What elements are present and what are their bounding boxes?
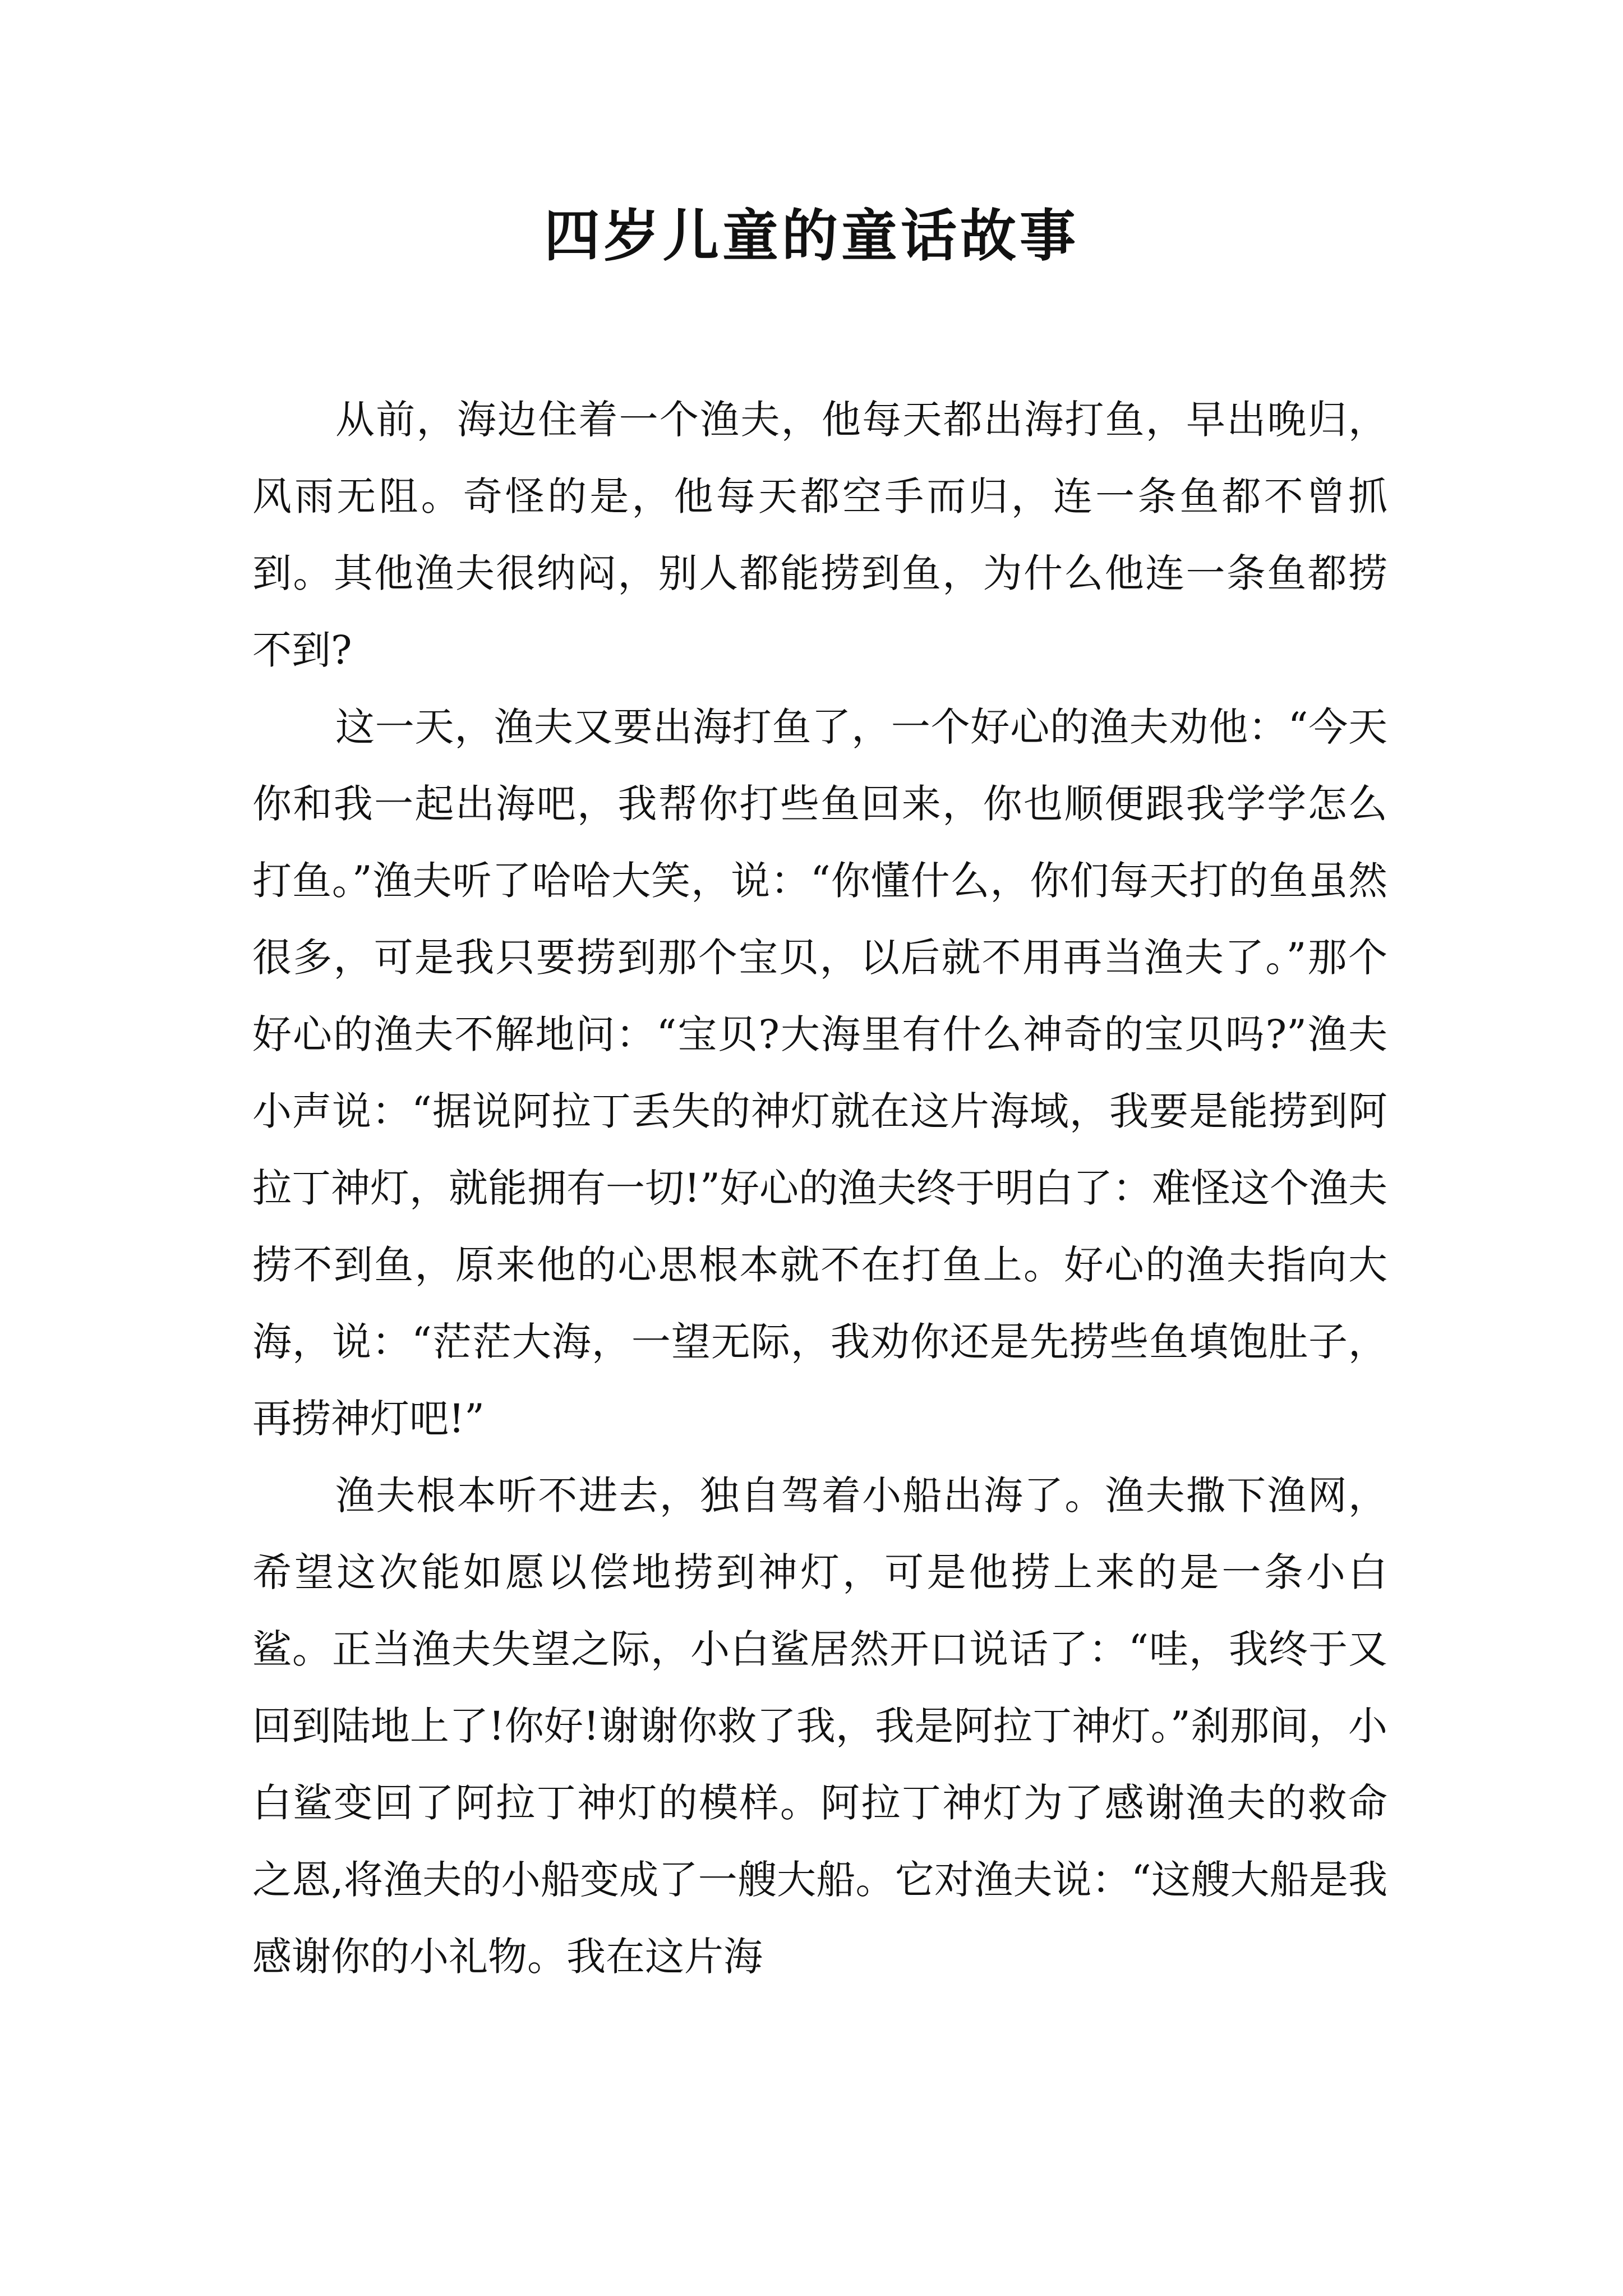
- document-title: 四岁儿童的童话故事: [544, 203, 1079, 269]
- document-body: [252, 381, 1387, 1995]
- paragraph-2: 这一天，渔夫又要出海打鱼了，一个好心的渔夫劝他：“今天你和我一起出海吧，我帮你打些鱼回来，你也顺便跟我学学怎么打鱼。”渔夫听了哈哈大笑，说：“你懂什么，你们每天打的鱼虽然很多，可是我只要捞到那个宝贝，以后就不用再当渔夫了。”那个好心的渔夫不解地问：“宝贝?大海里有什么神奇的宝贝吗?”渔夫小声说：“据说阿拉丁丢失的神灯就在这片海域，我要是能捞到阿拉丁神灯，就能拥有一切!”好心的渔夫终于明白了：难怪这个渔夫捞不到鱼，原来他的心思根本就不在打鱼上。好心的渔夫指向大海，说：“茫茫大海，一望无际，我劝你还是先捞些鱼填饱肚子，再捞神灯吧!”: [252, 704, 1387, 1442]
- paragraph-1: 从前，海边住着一个渔夫，他每天都出海打鱼，早出晚归，风雨无阻。奇怪的是，他每天都空手而归，连一条鱼都不曾抓到。其他渔夫很纳闷，别人都能捞到鱼，为什么他连一条鱼都捞不到?: [252, 397, 1387, 673]
- paragraph-3: 渔夫根本听不进去，独自驾着小船出海了。渔夫撒下渔网，希望这次能如愿以偿地捞到神灯，可是他捞上来的是一条小白鲨。正当渔夫失望之际，小白鲨居然开口说话了：“哇，我终于又回到陆地上了!你好!谢谢你救了我，我是阿拉丁神灯。”刹那间，小白鲨变回了阿拉丁神灯的模样。阿拉丁神灯为了感谢渔夫的救命之恩,将渔夫的小船变成了一艘大船。它对渔夫说：“这艘大船是我感谢你的小礼物。我在这片海: [252, 1473, 1387, 1980]
